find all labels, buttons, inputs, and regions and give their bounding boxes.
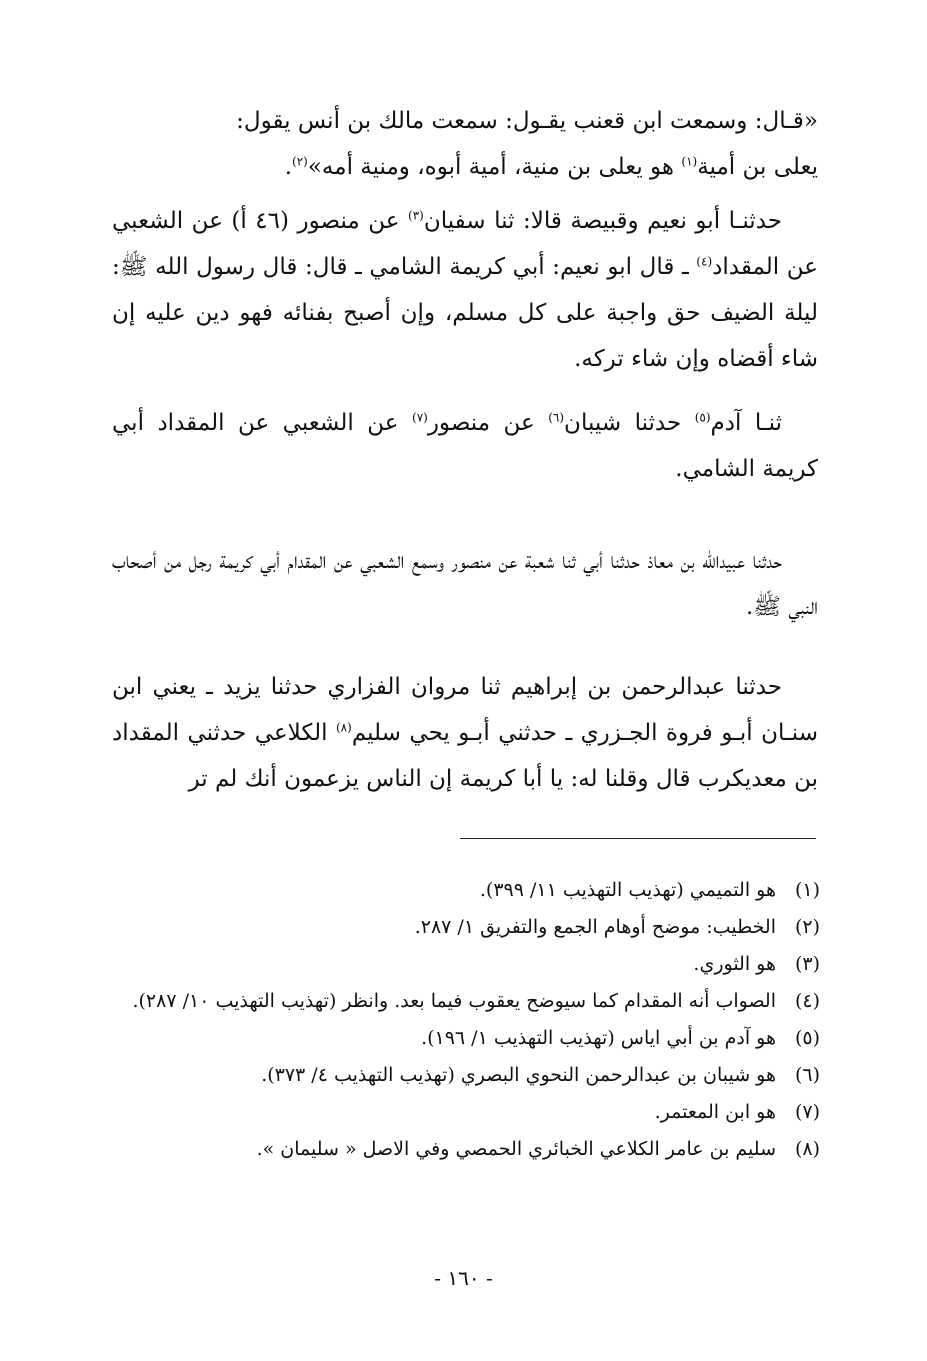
footnote-number: (٧)	[794, 1101, 820, 1123]
footnote-separator	[460, 838, 816, 839]
footnote-5	[112, 1020, 820, 1057]
footnote-number: (٥)	[794, 1027, 820, 1049]
paragraph-1-end: .	[284, 154, 293, 180]
paragraph-4	[112, 538, 818, 630]
footnote-ref-8[interactable]: (٨)	[335, 720, 352, 735]
footnotes-list	[112, 872, 820, 1168]
footnote-6	[112, 1057, 820, 1094]
footnote-ref-5[interactable]: (٥)	[694, 410, 711, 425]
footnote-ref-2[interactable]: (٢)	[292, 154, 308, 169]
footnote-ref-7[interactable]: (٧)	[412, 410, 428, 425]
paragraph-1-line-1: «قـال: وسمعت ابن قعنب يقـول: سمعت مالك بن أنس يقول:	[236, 108, 818, 134]
paragraph-3-text-c: عن منصور	[427, 410, 549, 436]
footnote-number: (٢)	[794, 916, 820, 938]
paragraph-3-text-d: عن الشعبي عن المقداد أبي كريمة الشامي.	[112, 410, 818, 482]
page-number: - ١٦٠ -	[434, 1266, 493, 1290]
footnote-number: (١)	[794, 879, 820, 901]
footnote-text: الخطيب: موضح أوهام الجمع والتفريق ١/ ٢٨٧.	[414, 916, 776, 938]
footnote-1	[112, 872, 820, 909]
paragraph-1-line-2	[112, 144, 818, 190]
footnote-7	[112, 1094, 820, 1131]
footnote-ref-3[interactable]: (٣)	[408, 208, 424, 223]
paragraph-1-text-a: يعلى بن أمية	[697, 154, 818, 180]
footnote-ref-1[interactable]: (١)	[681, 154, 698, 169]
paragraph-2-text-a: حدثنـا أبو نعيم وقبيصة قالا: ثنا سفيان	[423, 208, 782, 234]
footnote-text: هو الثوري.	[693, 953, 776, 975]
footnote-number: (٦)	[794, 1064, 820, 1086]
footnote-text: هو آدم بن أبي اياس (تهذيب التهذيب ١/ ١٩٦).	[421, 1027, 776, 1049]
footnote-ref-4[interactable]: (٤)	[696, 254, 713, 269]
paragraph-2-text-c: ـ قال ابو نعيم: أبي كريمة الشامي ـ قال: قال رسول الله ﷺ: ليلة الضيف حق واجبة على كل مسلم، وإن أصبح بفنائه فهو دين عليه إن شاء أقضاه وإن شاء تركه.	[112, 254, 818, 372]
paragraph-5	[112, 664, 818, 802]
footnote-2	[112, 909, 820, 946]
footnote-number: (٨)	[794, 1138, 820, 1160]
footnote-number: (٣)	[794, 953, 820, 975]
paragraph-5-text-b: الكلاعي حدثني المقداد بن معديكرب قال وقلنا له: يا أبا كريمة إن الناس يزعمون أنك لم تر	[112, 720, 818, 792]
paragraph-2	[112, 198, 818, 382]
paragraph-1	[112, 98, 818, 190]
paragraph-3-text-a: ثنـا آدم	[710, 410, 782, 436]
footnote-4	[112, 983, 820, 1020]
paragraph-2-text-b: عن منصور (٤٦ أ) عن الشعبي عن المقداد	[112, 208, 818, 280]
footnote-ref-6[interactable]: (٦)	[548, 410, 565, 425]
footnote-text: هو شيبان بن عبدالرحمن النحوي البصري (تهذيب التهذيب ٤/ ٣٧٣).	[261, 1064, 776, 1086]
paragraph-1-text-b: هو يعلى بن منية، أمية أبوه، ومنية أمه»	[307, 154, 682, 180]
footnote-number: (٤)	[794, 990, 820, 1012]
paragraph-3-text-b: حدثنا شيبان	[564, 410, 695, 436]
footnote-text: الصواب أنه المقدام كما سيوضح يعقوب فيما بعد. وانظر (تهذيب التهذيب ١٠/ ٢٨٧).	[132, 990, 776, 1012]
paragraph-5-text-a: حدثنا عبدالرحمن بن إبراهيم ثنا مروان الفزاري حدثنا يزيد ـ يعني ابن سنـان أبـو فروة الجـزري ـ حدثني أبـو يحي سليم	[112, 674, 818, 746]
footnote-text: سليم بن عامر الكلاعي الخبائري الحمصي وفي الاصل « سليمان ».	[256, 1138, 776, 1160]
footnote-text: هو ابن المعتمر.	[654, 1101, 776, 1123]
footnote-text: هو التميمي (تهذيب التهذيب ١١/ ٣٩٩).	[479, 879, 776, 901]
paragraph-4-text: حدثنا عبيدالله بن معاذ حدثنا أبي ثنا شعبة عن منصور وسمع الشعبي عن المقدام أبي كريمة رجل من أصحاب النبي ﷺ.	[112, 548, 818, 620]
footnote-8	[112, 1131, 820, 1168]
footnote-3	[112, 946, 820, 983]
paragraph-3	[112, 400, 818, 492]
